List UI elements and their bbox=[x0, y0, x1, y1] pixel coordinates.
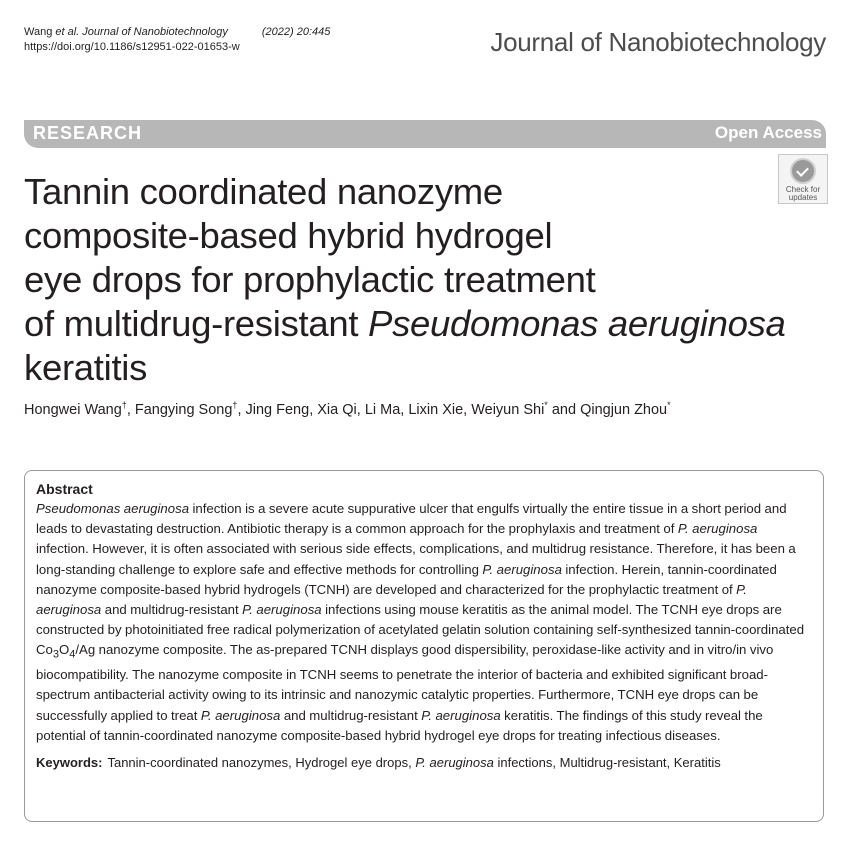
article-type-bar bbox=[24, 120, 826, 148]
title-line: eye drops for prophylactic treatment bbox=[24, 259, 596, 300]
citation-year: (2022) 20:445 bbox=[261, 26, 331, 38]
author-mark: † bbox=[232, 400, 238, 410]
article-type: RESEARCH bbox=[33, 123, 143, 143]
species-name: P. aeruginosa bbox=[482, 561, 562, 577]
title-text: of multidrug-resistant bbox=[24, 303, 369, 344]
author-name[interactable]: Hongwei Wang bbox=[24, 401, 122, 418]
open-access-label: Open Access bbox=[714, 123, 822, 142]
author-separator: , bbox=[356, 401, 365, 418]
keywords-label: Keywords: bbox=[36, 755, 103, 771]
author-separator: and bbox=[547, 401, 581, 418]
author-name[interactable]: Qingjun Zhou bbox=[580, 401, 668, 418]
title-line bbox=[24, 302, 824, 346]
author-mark: * bbox=[544, 400, 548, 410]
citation-journal: Journal of Nanobiotechnology bbox=[79, 26, 228, 38]
title-species: Pseudomonas aeruginosa bbox=[368, 303, 786, 344]
author-separator: , bbox=[309, 401, 318, 418]
title-line: keratitis bbox=[24, 347, 148, 388]
keywords bbox=[36, 755, 813, 770]
abstract-heading: Abstract bbox=[36, 481, 93, 497]
author-separator: , bbox=[400, 401, 409, 418]
journal-name: Journal of Nanobiotechnology bbox=[490, 27, 826, 57]
citation-etal: et al. bbox=[55, 26, 80, 38]
citation-line bbox=[24, 25, 330, 40]
title-line: Tannin coordinated nanozyme bbox=[24, 171, 503, 212]
citation-authors: Wang bbox=[24, 26, 56, 38]
text-segment: infections, Multidrug-resistant, Keratitis bbox=[493, 755, 721, 771]
citation-header bbox=[24, 25, 330, 55]
author-name[interactable]: Jing Feng bbox=[245, 401, 310, 418]
text-segment: 3 bbox=[52, 649, 59, 662]
author-mark: * bbox=[667, 400, 671, 410]
species-name: P. aeruginosa bbox=[677, 521, 758, 537]
doi-link[interactable]: https://doi.org/10.1186/s12951-022-01653-w bbox=[24, 41, 240, 53]
article-title bbox=[24, 170, 824, 390]
species-name: P. aeruginosa bbox=[415, 755, 494, 771]
species-name: P. aeruginosa bbox=[242, 602, 322, 618]
text-segment: infection. However, it is often associated with serious side effects, complications, and multidrug resistance. Therefore, it has been a long-standing challenge to explore safe and effective methods for controlling bbox=[36, 541, 796, 577]
keywords-text bbox=[107, 755, 720, 770]
check-updates-line1: Check for bbox=[785, 185, 821, 194]
author-name[interactable]: Weiyun Shi bbox=[471, 401, 545, 418]
text-segment: and multidrug-resistant bbox=[101, 602, 243, 618]
text-segment: 4 bbox=[69, 649, 76, 662]
text-segment: infections using mouse keratitis as the animal model. The TCNH eye drops are constructed by photoinitiated free radical polymerization of acetylated gelatin solution containing self-synthesized tannin-coordinated Co bbox=[36, 602, 805, 658]
species-name: P. aeruginosa bbox=[200, 707, 281, 723]
author-list bbox=[24, 400, 671, 418]
text-segment: infection is a severe acute suppurative ulcer that engulfs virtually the entire tissue in a short period and leads to devastating destruction. Antibiotic therapy is a common approach for the prophylaxis and treatment of bbox=[36, 501, 787, 537]
text-segment: Tannin-coordinated nanozymes, Hydrogel eye drops, bbox=[107, 755, 416, 771]
author-separator: , bbox=[463, 401, 472, 418]
text-segment: and multidrug-resistant bbox=[280, 707, 422, 723]
author-name[interactable]: Fangying Song bbox=[134, 401, 233, 418]
author-name[interactable]: Xia Qi bbox=[317, 401, 357, 418]
title-line: composite-based hybrid hydrogel bbox=[24, 215, 553, 256]
text-segment: keratitis. The findings of this study reveal the potential of tannin-coordinated nanozyme composite-based hybrid hydrogel eye drops for treating infectious diseases. bbox=[36, 707, 763, 743]
species-name: Pseudomonas aeruginosa bbox=[36, 501, 190, 516]
abstract-box bbox=[24, 470, 824, 822]
check-updates-line2: updates bbox=[788, 193, 818, 202]
text-segment: infection. Herein, tannin-coordinated nanozyme composite-based hybrid hydrogels (TCNH) are developed and characterized for the prophylactic treatment of bbox=[36, 561, 777, 597]
author-name[interactable]: Li Ma bbox=[364, 401, 401, 418]
species-name: P. aeruginosa bbox=[36, 581, 747, 618]
author-separator: , bbox=[126, 401, 135, 418]
author-name[interactable]: Lixin Xie bbox=[408, 401, 464, 418]
author-separator: , bbox=[237, 401, 246, 418]
text-segment: O bbox=[58, 642, 70, 658]
abstract-text bbox=[36, 499, 813, 746]
species-name: P. aeruginosa bbox=[421, 707, 501, 723]
text-segment: /Ag nanozyme composite. The as-prepared TCNH displays good dispersibility, peroxidase-like activity and in vitro/in vivo biocompatibility. The nanozyme composite in TCNH seems to penetrate the interior of bacteria and exhibited significant broad-spectrum antibacterial activity owing to its intrinsic and nanozymic catalytic properties. Furthermore, TCNH eye drops can be successfully applied to treat bbox=[36, 642, 774, 723]
author-mark: † bbox=[121, 400, 127, 410]
